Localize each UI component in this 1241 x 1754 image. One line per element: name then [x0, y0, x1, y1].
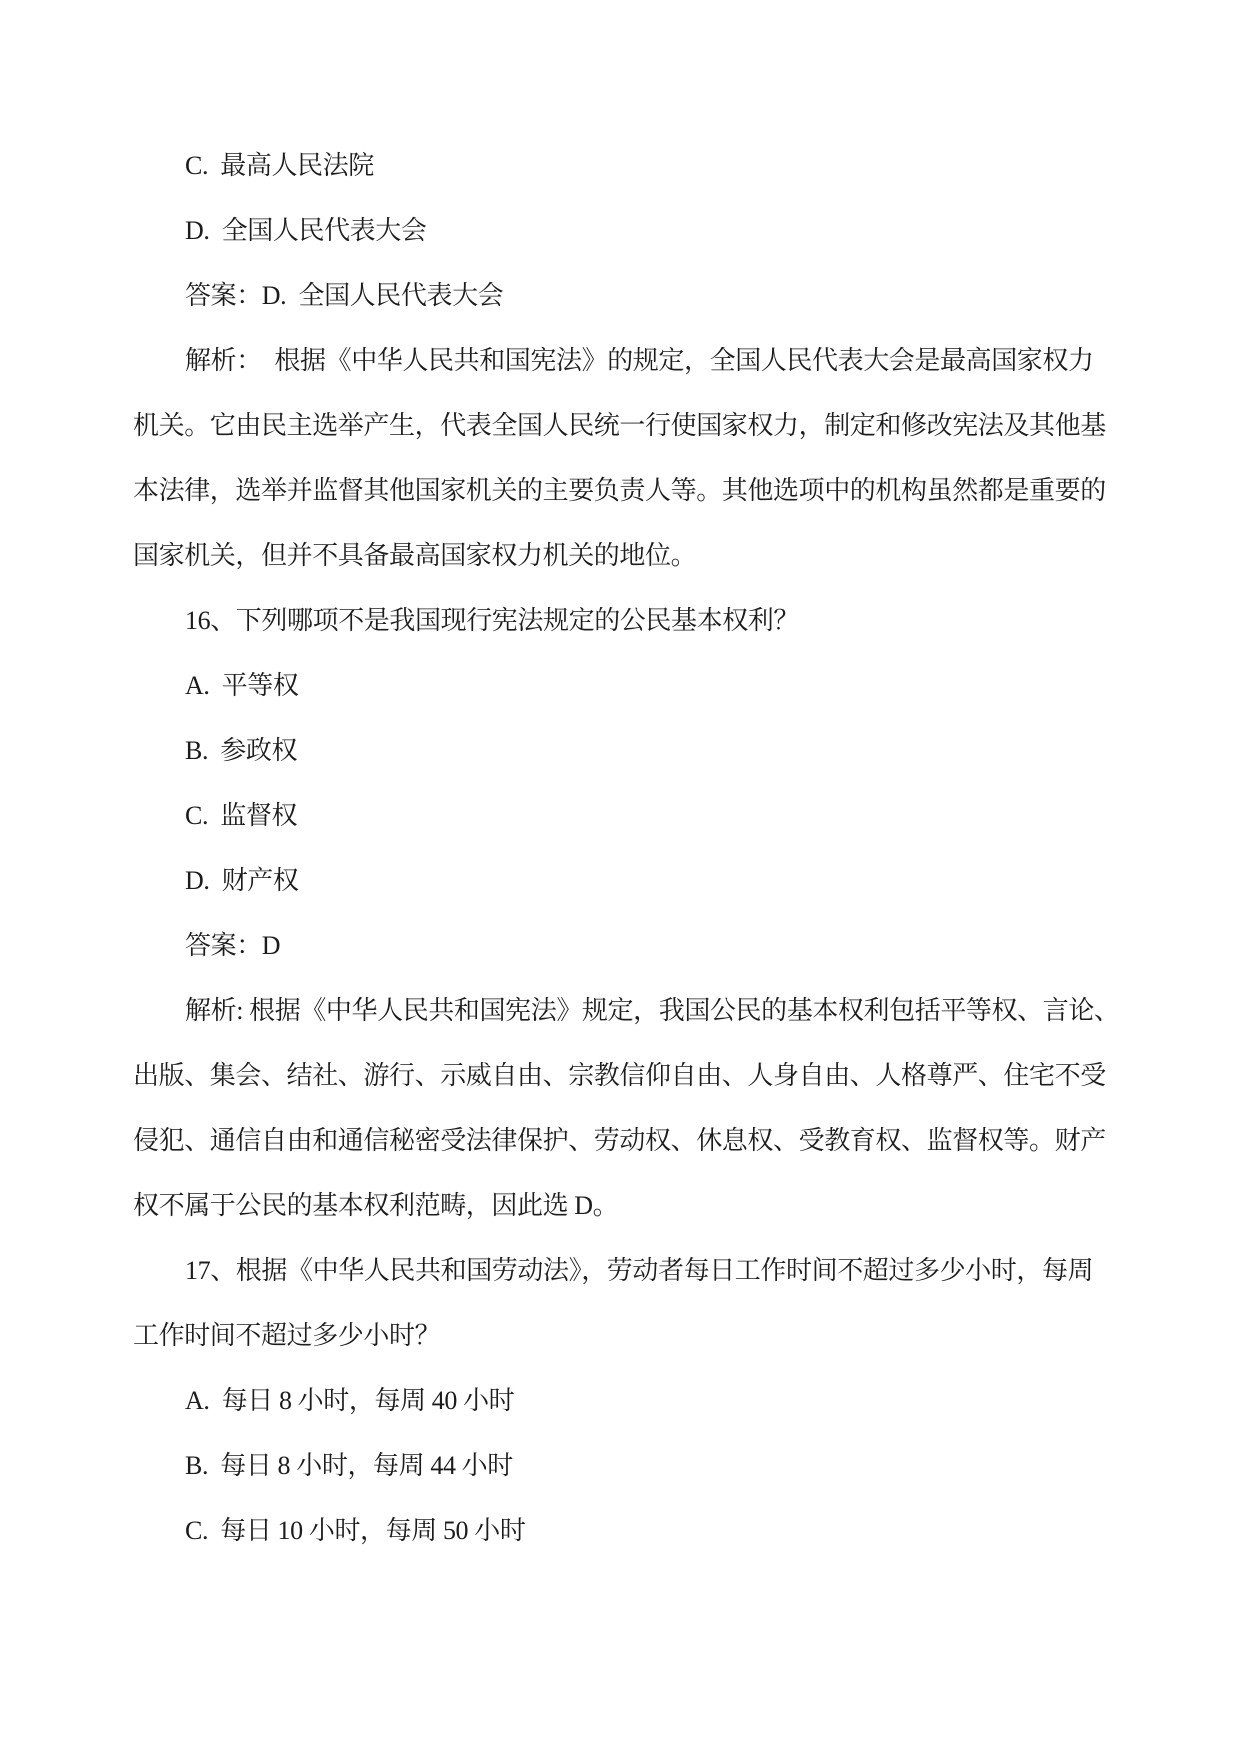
question-15-analysis-line: 机关。它由民主选举产生，代表全国人民统一行使国家权力，制定和修改宪法及其他基 — [133, 411, 1106, 440]
question-15-option-d-line: D. 全国人民代表大会 — [185, 216, 427, 245]
question-17-option-c — [133, 1498, 1113, 1563]
question-16-option-d — [133, 848, 1113, 913]
question-15-option-c — [133, 133, 1113, 198]
question-16-analysis — [133, 978, 1120, 1238]
question-16-option-b — [133, 718, 1113, 783]
question-15-option-d — [133, 198, 1113, 263]
question-15-answer-line: 答案：D. 全国人民代表大会 — [185, 281, 504, 310]
question-16-analysis-line: 出版、集会、结社、游行、示威自由、宗教信仰自由、人身自由、人格尊严、住宅不受 — [133, 1061, 1106, 1090]
question-16-answer — [133, 913, 1113, 978]
question-17-option-c-line: C. 每日 10 小时，每周 50 小时 — [185, 1516, 526, 1545]
document-text-body — [133, 133, 1120, 1563]
question-17-stem — [133, 1238, 1113, 1368]
question-15-answer — [133, 263, 1113, 328]
question-17-stem-line: 17、根据《中华人民共和国劳动法》，劳动者每日工作时间不超过多少小时，每周 — [185, 1256, 1094, 1285]
question-17-option-a-line: A. 每日 8 小时，每周 40 小时 — [185, 1386, 515, 1415]
question-15-analysis-line: 国家机关，但并不具备最高国家权力机关的地位。 — [133, 541, 697, 570]
question-15-analysis — [133, 328, 1113, 588]
question-15-analysis-line: 解析： 根据《中华人民共和国宪法》的规定，全国人民代表大会是最高国家权力 — [185, 346, 1094, 375]
question-15-option-c-line: C. 最高人民法院 — [185, 151, 374, 180]
question-16-analysis-line: 权不属于公民的基本权利范畴，因此选 D。 — [133, 1191, 619, 1220]
question-17-option-b — [133, 1433, 1113, 1498]
question-16-analysis-line: 解析: 根据《中华人民共和国宪法》规定，我国公民的基本权利包括平等权、言论、 — [185, 996, 1120, 1025]
question-16-option-a-line: A. 平等权 — [185, 671, 299, 700]
question-16-option-c-line: C. 监督权 — [185, 801, 298, 830]
question-17-option-b-line: B. 每日 8 小时，每周 44 小时 — [185, 1451, 513, 1480]
question-16-stem-line: 16、下列哪项不是我国现行宪法规定的公民基本权利？ — [185, 606, 800, 635]
question-16-answer-line: 答案：D — [185, 931, 281, 960]
question-17-option-a — [133, 1368, 1113, 1433]
question-16-analysis-line: 侵犯、通信自由和通信秘密受法律保护、劳动权、休息权、受教育权、监督权等。财产 — [133, 1126, 1106, 1155]
question-16-option-a — [133, 653, 1113, 718]
question-16-option-c — [133, 783, 1113, 848]
question-17-stem-line: 工作时间不超过多少小时？ — [133, 1321, 441, 1350]
question-16-option-d-line: D. 财产权 — [185, 866, 299, 895]
question-15-analysis-line: 本法律，选举并监督其他国家机关的主要负责人等。其他选项中的机构虽然都是重要的 — [133, 476, 1106, 505]
question-16-stem — [133, 588, 1113, 653]
question-16-option-b-line: B. 参政权 — [185, 736, 298, 765]
